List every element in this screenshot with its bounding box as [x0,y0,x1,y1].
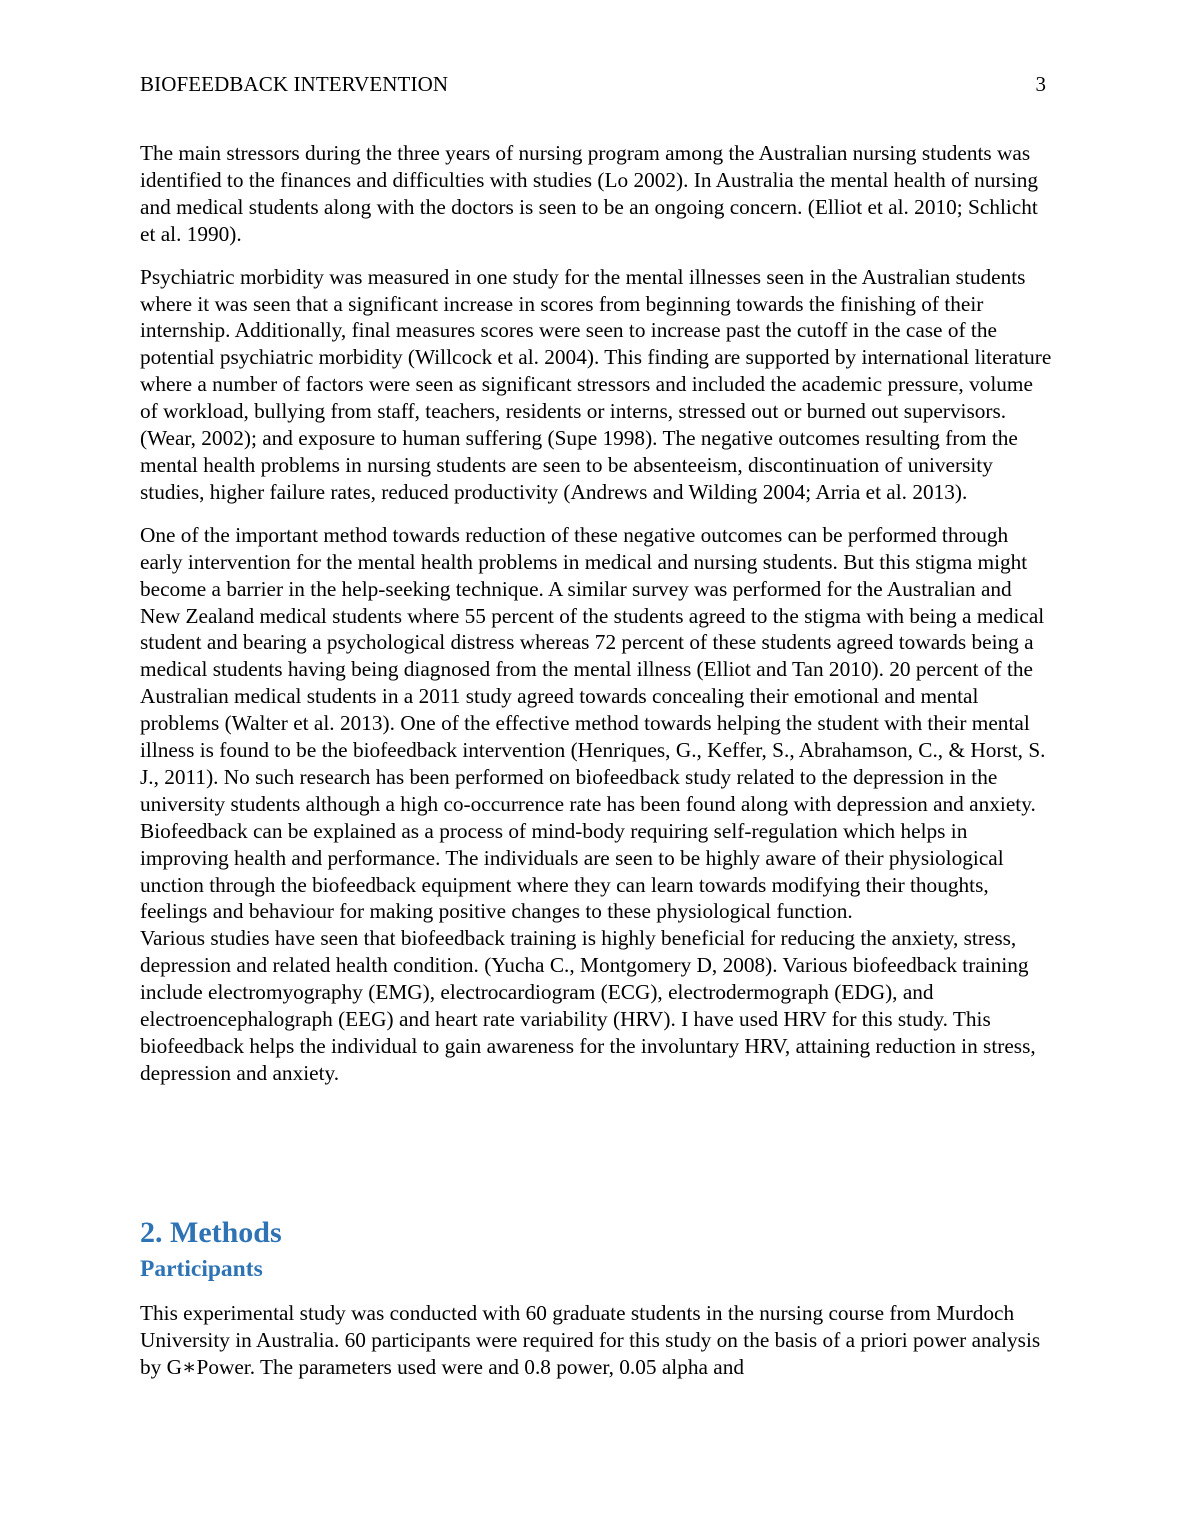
paragraph-intervention: One of the important method towards reduction of these negative outcomes can be performed through early intervention for the mental health problems in medical and nursing students. But this stigma might become a barrier in the help-seeking technique. A similar survey was performed for the Australian and New Zealand medical students where 55 percent of the students agreed to the stigma with being a medical student and bearing a psychological distress whereas 72 percent of these students agreed towards being a medical students having being diagnosed from the mental illness (Elliot and Tan 2010). 20 percent of the Australian medical students in a 2011 study agreed towards concealing their emotional and mental problems (Walter et al. 2013). One of the effective method towards helping the student with their mental illness is found to be the biofeedback intervention (Henriques, G., Keffer, S., Abrahamson, C., & Horst, S. J., 2011). No such research has been performed on biofeedback study related to the depression in the university students although a high co-occurrence rate has been found along with depression and anxiety. Biofeedback can be explained as a process of mind-body requiring self-regulation which helps in improving health and performance. The individuals are seen to be highly aware of their physiological unction through the biofeedback equipment where they can learn towards modifying their thoughts, feelings and behaviour for making positive changes to these physiological function. [140,522,1046,924]
paragraph-participants: This experimental study was conducted with 60 graduate students in the nursing course from Murdoch University in Australia. 60 participants were required for this study on the basis of a priori power analysis by G∗Power. The parameters used were and 0.8 power, 0.05 alpha and [140,1301,1041,1379]
running-head [140,70,1046,98]
running-head-title: BIOFEEDBACK INTERVENTION [140,72,449,96]
participants-subheading: Participants [140,1256,263,1282]
body-text [140,140,1052,1103]
methods-heading: 2. Methods [140,1216,282,1249]
paragraph-biofeedback-training: Various studies have seen that biofeedback training is highly beneficial for reducing the anxiety, stress, depression and related health condition. (Yucha C., Montgomery D, 2008). Various biofeedback training include electromyography (EMG), electrocardiogram (ECG), electrodermograph (EDG), and electroencephalograph (EEG) and heart rate variability (HRV). I have used HRV for this study. This biofeedback helps the individual to gain awareness for the involuntary HRV, attaining reduction in stress, depression and anxiety. [140,926,1036,1085]
paragraph-psychiatric-morbidity: Psychiatric morbidity was measured in one study for the mental illnesses seen in the Australian students where it was seen that a significant increase in scores from beginning towards the finishing of their internship. Additionally, final measures scores were seen to increase past the cutoff in the case of the potential psychiatric morbidity (Willcock et al. 2004). This finding are supported by international literature where a number of factors were seen as significant stressors and included the academic pressure, volume of workload, bullying from staff, teachers, residents or interns, stressed out or burned out supervisors. (Wear, 2002); and exposure to human suffering (Supe 1998). The negative outcomes resulting from the mental health problems in nursing students are seen to be absenteeism, discontinuation of university studies, higher failure rates, reduced productivity (Andrews and Wilding 2004; Arria et al. 2013). [140,264,1052,504]
paragraph-stressors: The main stressors during the three years of nursing program among the Australian nursing students was identified to the finances and difficulties with studies (Lo 2002). In Australia the mental health of nursing and medical students along with the doctors is seen to be an ongoing concern. (Elliot et al. 2010; Schlicht et al. 1990). [140,141,1039,246]
methods-section [140,1212,1052,1381]
page-number: 3 [1035,72,1046,96]
